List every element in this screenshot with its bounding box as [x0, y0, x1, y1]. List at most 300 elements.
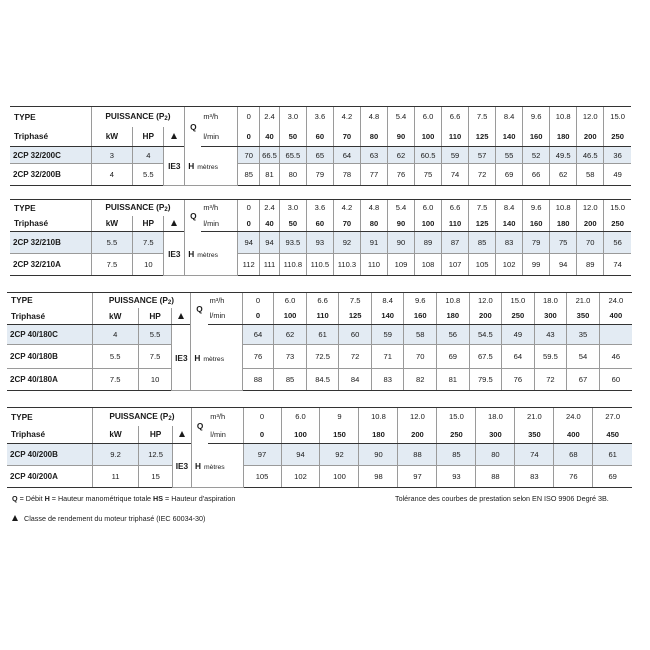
head-value: 105: [469, 254, 496, 276]
efficiency-class-ie3: IE3: [172, 444, 191, 488]
unit-m3h: m³/h: [201, 200, 237, 216]
head-value: 102: [281, 466, 320, 488]
head-value: 60: [599, 369, 632, 391]
header-row-flow-m3h: [7, 293, 632, 308]
table-row: [7, 345, 632, 369]
head-value: 70: [577, 232, 604, 254]
power-hp: 5.5: [133, 164, 164, 186]
head-value: 76: [242, 345, 274, 369]
unit-lmin: l/min: [208, 426, 243, 444]
table-row: [7, 444, 632, 466]
flow-lmin-value: 90: [387, 216, 414, 232]
unit-lmin: l/min: [201, 216, 237, 232]
flow-m3h-value: 12.0: [577, 107, 604, 127]
type-label: TYPE: [7, 408, 92, 426]
head-value: 90: [387, 232, 414, 254]
unit-lmin: l/min: [201, 127, 237, 147]
performance-table-2: [10, 199, 631, 276]
head-value: 58: [404, 325, 437, 345]
flow-m3h-value: 0: [242, 293, 274, 308]
flow-m3h-value: 3.0: [279, 200, 306, 216]
flow-m3h-value: 4.8: [360, 200, 387, 216]
header-row-flow-m3h: [10, 107, 631, 127]
head-value: 57: [469, 147, 496, 164]
head-value: 92: [333, 232, 360, 254]
flow-lmin-value: 400: [599, 308, 632, 325]
flow-m3h-value: 6.6: [442, 200, 469, 216]
head-value: 55: [496, 147, 523, 164]
table-row: [7, 466, 632, 488]
flow-m3h-value: 4.2: [333, 200, 360, 216]
header-row-flow-m3h: [7, 408, 632, 426]
power-label-close: ): [167, 202, 171, 213]
model-name: 2CP 40/180B: [7, 345, 92, 369]
head-value: 81: [437, 369, 470, 391]
head-value: 72: [339, 345, 372, 369]
head-value: 66: [523, 164, 550, 186]
head-value: 85: [274, 369, 307, 391]
flow-m3h-value: 12.0: [398, 408, 437, 426]
flow-lmin-value: 80: [360, 127, 387, 147]
head-value: [599, 325, 632, 345]
flow-lmin-value: 200: [577, 216, 604, 232]
head-h-label: [191, 444, 243, 488]
model-name: 2CP 40/180C: [7, 325, 92, 345]
flow-m3h-value: 7.5: [339, 293, 372, 308]
head-value: 108: [415, 254, 442, 276]
footer-efficiency-class: Classe de rendement du moteur triphasé (IEC 60034-30): [12, 514, 205, 523]
efficiency-triangle-icon: [12, 515, 18, 521]
head-value: 88: [398, 444, 437, 466]
triphase-label: Triphasé: [7, 426, 92, 444]
head-value: 82: [404, 369, 437, 391]
flow-lmin-value: 80: [360, 216, 387, 232]
head-value: 91: [360, 232, 387, 254]
efficiency-class-header: [172, 426, 191, 444]
head-value: 90: [359, 444, 398, 466]
flow-lmin-value: 40: [260, 216, 280, 232]
head-value: 59: [442, 147, 469, 164]
flow-lmin-value: 100: [415, 216, 442, 232]
flow-lmin-value: 125: [469, 127, 496, 147]
head-value: 75: [415, 164, 442, 186]
head-value: 69: [437, 345, 470, 369]
power-kw: 3: [91, 147, 133, 164]
flow-lmin-value: 110: [306, 308, 339, 325]
head-value: 80: [279, 164, 306, 186]
flow-lmin-value: 40: [260, 127, 280, 147]
head-value: 88: [476, 466, 515, 488]
performance-table-3: [7, 292, 632, 391]
head-value: 94: [260, 232, 280, 254]
power-hp: 7.5: [133, 232, 164, 254]
table-row: [10, 164, 631, 186]
head-value: 66.5: [260, 147, 280, 164]
head-value: 93: [437, 466, 476, 488]
head-h-label: [191, 325, 242, 391]
head-value: 83: [496, 232, 523, 254]
power-subscript: 2: [164, 207, 168, 214]
flow-m3h-value: 6.0: [415, 107, 442, 127]
head-value: 67.5: [469, 345, 502, 369]
flow-m3h-value: 7.5: [469, 200, 496, 216]
flow-m3h-value: 3.0: [279, 107, 306, 127]
head-value: 89: [415, 232, 442, 254]
flow-m3h-value: 18.0: [476, 408, 515, 426]
flow-lmin-value: 160: [523, 127, 550, 147]
triphase-label: Triphasé: [10, 127, 91, 147]
flow-m3h-value: 9.6: [523, 107, 550, 127]
head-value: 83: [371, 369, 404, 391]
power-label-text: PUISSANCE (P: [109, 411, 169, 422]
head-h-letter: H: [194, 460, 201, 471]
flow-lmin-value: 140: [371, 308, 404, 325]
power-subscript: 2: [167, 299, 172, 306]
flow-lmin-value: 160: [523, 216, 550, 232]
head-value: 35: [567, 325, 600, 345]
head-value: 36: [604, 147, 631, 164]
head-value: 84: [339, 369, 372, 391]
flow-m3h-value: 18.0: [534, 293, 567, 308]
head-value: 107: [442, 254, 469, 276]
head-value: 58: [577, 164, 604, 186]
power-kw: 5.5: [92, 345, 138, 369]
power-hp: 4: [133, 147, 164, 164]
table-row: [10, 147, 631, 164]
flow-m3h-value: 8.4: [496, 107, 523, 127]
head-value: 74: [515, 444, 554, 466]
flow-lmin-value: 300: [476, 426, 515, 444]
flow-lmin-value: 60: [306, 127, 333, 147]
flow-q-label: Q: [185, 107, 202, 147]
flow-lmin-value: 110: [442, 127, 469, 147]
head-value: 60.5: [415, 147, 442, 164]
header-row-flow-lmin: [7, 308, 632, 325]
power-hp: 5.5: [138, 325, 172, 345]
power-hp: 7.5: [138, 345, 172, 369]
head-value: 102: [496, 254, 523, 276]
head-value: 93.5: [279, 232, 306, 254]
head-value: 79.5: [469, 369, 502, 391]
table-row: [10, 232, 631, 254]
performance-table-1: [10, 106, 631, 186]
flow-lmin-value: 140: [496, 127, 523, 147]
flow-lmin-value: 350: [567, 308, 600, 325]
flow-lmin-value: 450: [593, 426, 632, 444]
flow-m3h-value: 10.8: [437, 293, 470, 308]
flow-lmin-value: 250: [502, 308, 535, 325]
head-metres-unit: mètres: [203, 463, 225, 471]
head-h-label: [185, 147, 238, 186]
head-value: 49: [502, 325, 535, 345]
flow-lmin-value: 200: [398, 426, 437, 444]
model-name: 2CP 40/180A: [7, 369, 92, 391]
head-value: 72: [534, 369, 567, 391]
flow-m3h-value: 0: [243, 408, 281, 426]
efficiency-class-ie3: IE3: [164, 232, 185, 276]
hp-label: HP: [139, 426, 173, 444]
flow-m3h-value: 3.6: [306, 107, 333, 127]
head-value: 80: [476, 444, 515, 466]
head-value: 112: [238, 254, 260, 276]
flow-lmin-value: 125: [469, 216, 496, 232]
kw-label: kW: [92, 308, 138, 325]
flow-m3h-value: 2.4: [260, 200, 280, 216]
head-h-letter: H: [188, 161, 195, 171]
head-value: 71: [371, 345, 404, 369]
flow-m3h-value: 10.8: [550, 107, 577, 127]
flow-m3h-value: 6.6: [306, 293, 339, 308]
head-h-letter: H: [188, 248, 195, 259]
head-value: 105: [243, 466, 281, 488]
flow-m3h-value: 21.0: [515, 408, 554, 426]
flow-m3h-value: 5.4: [387, 107, 414, 127]
flow-lmin-value: 150: [320, 426, 359, 444]
head-value: 69: [593, 466, 632, 488]
flow-lmin-value: 100: [415, 127, 442, 147]
head-value: 68: [554, 444, 593, 466]
flow-lmin-value: 0: [238, 216, 260, 232]
head-value: 100: [320, 466, 359, 488]
flow-m3h-value: 24.0: [554, 408, 593, 426]
header-row-flow-lmin: [7, 426, 632, 444]
head-value: 56: [437, 325, 470, 345]
flow-m3h-value: 21.0: [567, 293, 600, 308]
model-name: 2CP 32/200B: [10, 164, 91, 186]
head-value: 87: [442, 232, 469, 254]
head-value: 59: [371, 325, 404, 345]
efficiency-triangle-icon: [171, 220, 177, 226]
head-h-letter: H: [194, 352, 201, 363]
power-hp: 10: [138, 369, 172, 391]
power-kw: 7.5: [91, 254, 133, 276]
efficiency-triangle-icon: [171, 133, 177, 139]
header-row-flow-lmin: [10, 216, 631, 232]
power-label-close: ): [167, 111, 171, 122]
flow-m3h-value: 5.4: [387, 200, 414, 216]
flow-m3h-value: 3.6: [306, 200, 333, 216]
head-value: 62: [274, 325, 307, 345]
head-value: 61: [306, 325, 339, 345]
head-metres-unit: mètres: [197, 251, 219, 259]
head-value: 70: [238, 147, 260, 164]
head-value: 54: [567, 345, 600, 369]
power-subscript: 2: [164, 116, 168, 123]
type-label: TYPE: [10, 200, 91, 216]
head-value: 76: [502, 369, 535, 391]
flow-lmin-value: 180: [437, 308, 470, 325]
head-value: 74: [442, 164, 469, 186]
efficiency-class-header: [172, 308, 191, 325]
table-row: [10, 254, 631, 276]
kw-label: kW: [91, 216, 133, 232]
head-value: 110.8: [279, 254, 306, 276]
flow-lmin-value: 250: [437, 426, 476, 444]
unit-m3h: m³/h: [208, 293, 243, 308]
head-value: 70: [404, 345, 437, 369]
head-value: 62: [550, 164, 577, 186]
head-value: 59.5: [534, 345, 567, 369]
head-value: 78: [333, 164, 360, 186]
power-kw: 7.5: [92, 369, 138, 391]
kw-label: kW: [92, 426, 138, 444]
power-kw: 11: [92, 466, 138, 488]
power-label: [91, 107, 185, 127]
unit-lmin: l/min: [208, 308, 243, 325]
flow-lmin-value: 70: [333, 216, 360, 232]
head-value: 79: [306, 164, 333, 186]
efficiency-class-ie3: IE3: [172, 325, 191, 391]
power-kw: 5.5: [91, 232, 133, 254]
head-value: 56: [604, 232, 631, 254]
unit-m3h: m³/h: [201, 107, 237, 127]
head-value: 94: [281, 444, 320, 466]
flow-lmin-value: 60: [306, 216, 333, 232]
flow-m3h-value: 8.4: [371, 293, 404, 308]
head-value: 97: [243, 444, 281, 466]
flow-lmin-value: 125: [339, 308, 372, 325]
footer-legend: Q = Débit H = Hauteur manométrique totale HS = Hauteur d'aspiration: [12, 494, 236, 503]
power-hp: 10: [133, 254, 164, 276]
flow-lmin-value: 0: [243, 426, 281, 444]
power-label: [92, 293, 191, 308]
flow-lmin-value: 300: [534, 308, 567, 325]
flow-lmin-value: 160: [404, 308, 437, 325]
head-value: 97: [398, 466, 437, 488]
flow-lmin-value: 100: [281, 426, 320, 444]
efficiency-triangle-icon: [179, 431, 185, 437]
head-value: 85: [469, 232, 496, 254]
flow-q-label: Q: [191, 408, 208, 444]
flow-lmin-value: 50: [279, 127, 306, 147]
flow-q-label: Q: [185, 200, 202, 232]
head-value: 79: [523, 232, 550, 254]
head-value: 99: [523, 254, 550, 276]
head-value: 110.3: [333, 254, 360, 276]
power-label-text: PUISSANCE (P: [105, 202, 165, 213]
head-value: 76: [387, 164, 414, 186]
flow-lmin-value: 50: [279, 216, 306, 232]
head-value: 74: [604, 254, 631, 276]
power-hp: 15: [139, 466, 173, 488]
flow-m3h-value: 6.0: [415, 200, 442, 216]
power-label-close: ): [171, 294, 175, 305]
flow-q-label: Q: [191, 293, 208, 325]
flow-lmin-value: 200: [577, 127, 604, 147]
flow-lmin-value: 90: [387, 127, 414, 147]
flow-m3h-value: 0: [238, 107, 260, 127]
flow-lmin-value: 250: [604, 127, 631, 147]
head-value: 54.5: [469, 325, 502, 345]
head-value: 72: [469, 164, 496, 186]
flow-m3h-value: 12.0: [577, 200, 604, 216]
hp-label: HP: [138, 308, 172, 325]
power-subscript: 2: [168, 416, 172, 423]
flow-m3h-value: 8.4: [496, 200, 523, 216]
head-metres-unit: mètres: [197, 164, 219, 171]
flow-lmin-value: 100: [274, 308, 307, 325]
triphase-label: Triphasé: [7, 308, 92, 325]
head-metres-unit: mètres: [203, 355, 225, 363]
flow-m3h-value: 6.6: [442, 107, 469, 127]
flow-lmin-value: 400: [554, 426, 593, 444]
head-value: 84.5: [306, 369, 339, 391]
flow-m3h-value: 4.8: [360, 107, 387, 127]
header-row-flow-m3h: [10, 200, 631, 216]
flow-m3h-value: 2.4: [260, 107, 280, 127]
head-value: 61: [593, 444, 632, 466]
flow-lmin-value: 180: [550, 216, 577, 232]
head-value: 76: [554, 466, 593, 488]
type-label: TYPE: [7, 293, 92, 308]
efficiency-triangle-icon: [178, 313, 184, 319]
flow-m3h-value: 15.0: [502, 293, 535, 308]
flow-lmin-value: 250: [604, 216, 631, 232]
flow-lmin-value: 180: [359, 426, 398, 444]
triphase-label: Triphasé: [10, 216, 91, 232]
flow-lmin-value: 140: [496, 216, 523, 232]
flow-m3h-value: 12.0: [469, 293, 502, 308]
flow-lmin-value: 200: [469, 308, 502, 325]
head-value: 64: [502, 345, 535, 369]
flow-lmin-value: 0: [242, 308, 274, 325]
flow-m3h-value: 10.8: [550, 200, 577, 216]
head-value: 72.5: [306, 345, 339, 369]
head-value: 88: [242, 369, 274, 391]
power-kw: 4: [91, 164, 133, 186]
power-label-close: ): [171, 411, 175, 422]
flow-m3h-value: 4.2: [333, 107, 360, 127]
footer-tolerance: Tolérance des courbes de prestation selon EN ISO 9906 Degré 3B.: [395, 494, 609, 503]
head-value: 110: [360, 254, 387, 276]
flow-m3h-value: 7.5: [469, 107, 496, 127]
head-value: 69: [496, 164, 523, 186]
head-value: 63: [360, 147, 387, 164]
power-label: [91, 200, 185, 216]
efficiency-class-ie3: IE3: [164, 147, 185, 186]
head-value: 65: [306, 147, 333, 164]
model-name: 2CP 40/200A: [7, 466, 92, 488]
model-name: 2CP 32/200C: [10, 147, 91, 164]
head-value: 93: [306, 232, 333, 254]
flow-m3h-value: 15.0: [437, 408, 476, 426]
head-value: 62: [387, 147, 414, 164]
unit-m3h: m³/h: [208, 408, 243, 426]
flow-m3h-value: 0: [238, 200, 260, 216]
head-value: 85: [238, 164, 260, 186]
power-kw: 4: [92, 325, 138, 345]
flow-lmin-value: 110: [442, 216, 469, 232]
kw-label: kW: [91, 127, 133, 147]
head-value: 109: [387, 254, 414, 276]
flow-m3h-value: 15.0: [604, 107, 631, 127]
type-label: TYPE: [10, 107, 91, 127]
flow-m3h-value: 24.0: [599, 293, 632, 308]
power-kw: 9.2: [92, 444, 138, 466]
power-label-text: PUISSANCE (P: [105, 111, 165, 122]
table-row: [7, 325, 632, 345]
head-h-label: [185, 232, 238, 276]
flow-m3h-value: 9.6: [523, 200, 550, 216]
header-row-flow-lmin: [10, 127, 631, 147]
power-label-text: PUISSANCE (P: [108, 294, 168, 305]
head-value: 46: [599, 345, 632, 369]
head-value: 85: [437, 444, 476, 466]
head-value: 49: [604, 164, 631, 186]
head-value: 81: [260, 164, 280, 186]
head-value: 64: [333, 147, 360, 164]
head-value: 83: [515, 466, 554, 488]
